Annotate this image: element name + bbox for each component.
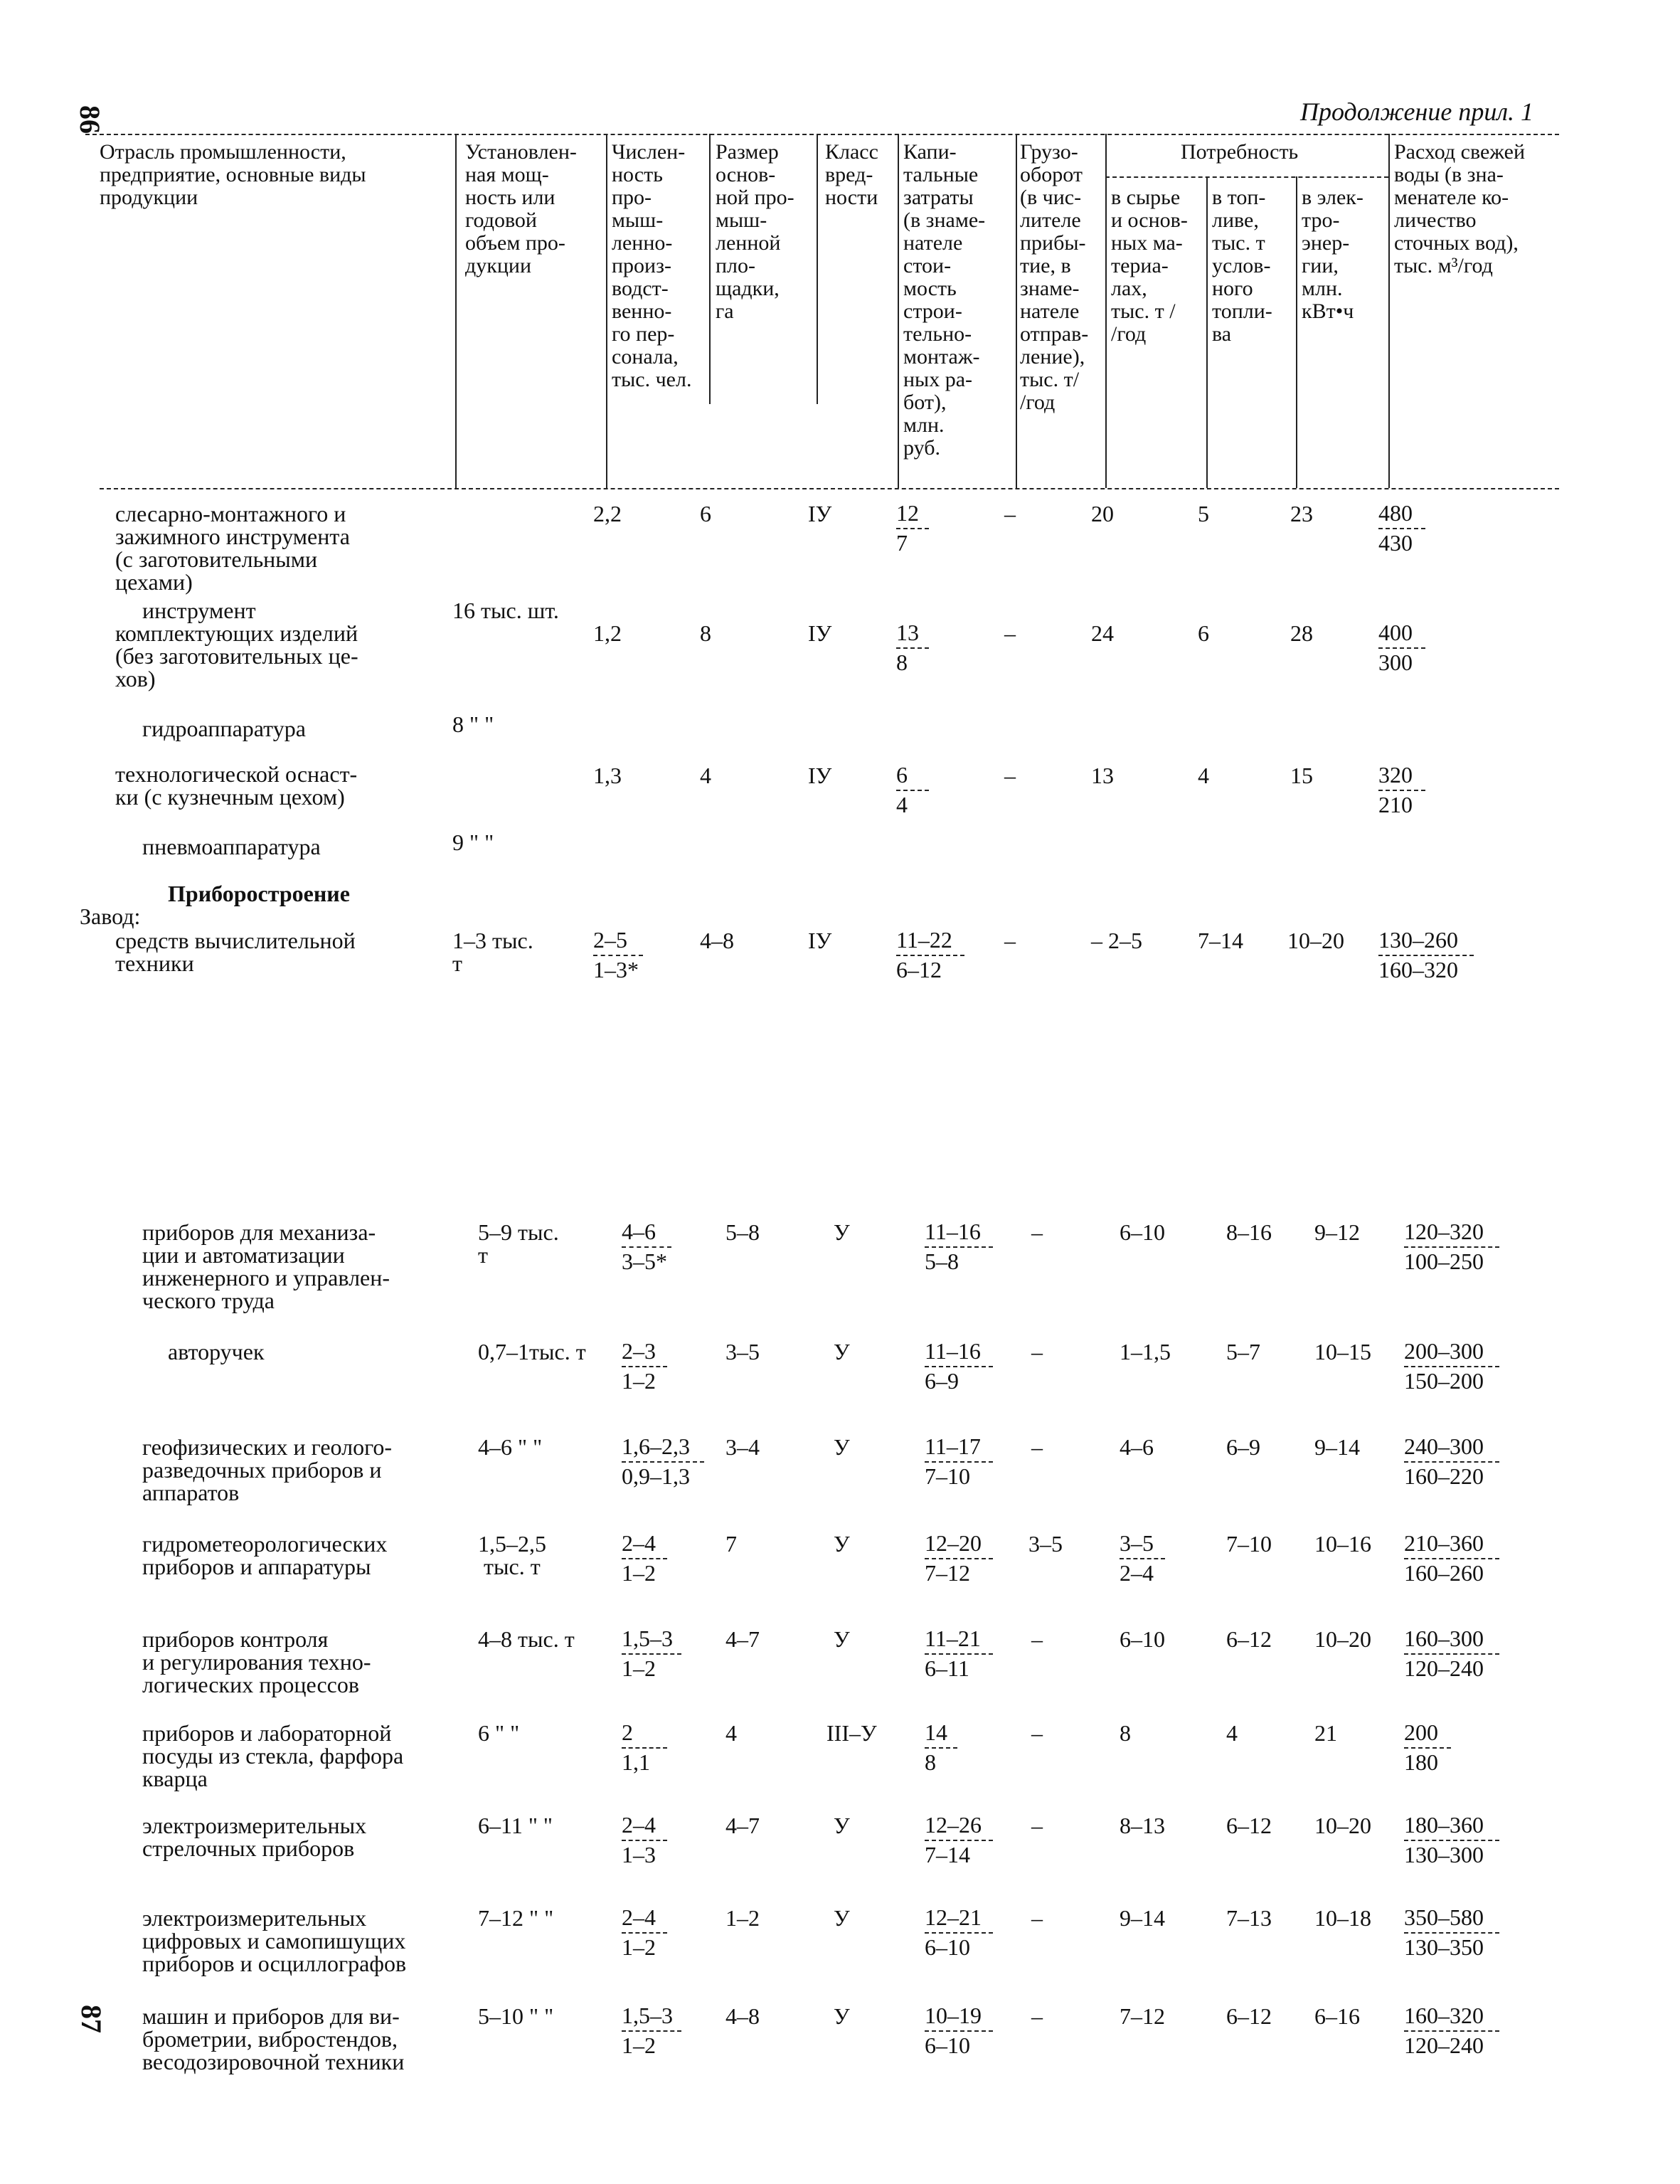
- col-sep-3: [709, 134, 711, 404]
- header-capex: Капи- тальные затраты (в знаме- нателе стои- мость строи- тельно- монтаж- ных ра- бот), млн. руб.: [903, 140, 986, 460]
- capex-num: 10–19: [925, 2003, 982, 2028]
- capacity-value: 5–9 тыс. т: [478, 1219, 559, 1268]
- staff-fraction: [622, 1720, 667, 1774]
- water-num: 180–360: [1404, 1812, 1484, 1838]
- capex-fraction: [925, 1720, 957, 1774]
- raw-value: 4–6: [1120, 1434, 1154, 1460]
- staff-num: 4–6: [622, 1219, 656, 1244]
- area-value: 3–5: [725, 1339, 760, 1364]
- capacity-value: 5–10 " ": [478, 2003, 554, 2029]
- water-den: 120–240: [1404, 2032, 1484, 2058]
- row-name: комплектующих изделий (без заготовительных це- хов): [115, 620, 358, 691]
- col-sep-7: [1105, 134, 1107, 488]
- class-value: У: [834, 1905, 850, 1931]
- area-value: 4–8: [725, 2003, 760, 2029]
- raw-value: 1–1,5: [1120, 1339, 1171, 1364]
- raw-value: 6–10: [1120, 1626, 1165, 1652]
- staff-num: 1,5–3: [622, 1626, 673, 1651]
- row-name: электроизмерительных стрелочных приборов: [142, 1813, 367, 1861]
- raw-value: 7–12: [1120, 2003, 1165, 2029]
- water-fraction: [1404, 1219, 1499, 1273]
- water-num: 160–300: [1404, 1626, 1484, 1651]
- staff-fraction: [622, 1905, 667, 1959]
- water-den: 100–250: [1404, 1249, 1484, 1274]
- water-num: 400: [1378, 620, 1413, 645]
- staff-fraction: [622, 2003, 681, 2057]
- water-fraction: [1378, 763, 1425, 817]
- capex-fraction: [925, 2003, 993, 2057]
- class-value: У: [834, 1434, 850, 1460]
- needs-subrule: [1105, 176, 1388, 178]
- capex-fraction: [925, 1531, 993, 1585]
- water-num: 200: [1404, 1719, 1438, 1745]
- fuel-value: 8–16: [1226, 1219, 1272, 1245]
- water-num: 160–320: [1404, 2003, 1484, 2028]
- elec-value: 10–18: [1314, 1905, 1371, 1931]
- row-name: машин и приборов для ви- брометрии, вибростендов, весодозировочной техники: [142, 2003, 405, 2074]
- elec-value: 28: [1290, 620, 1313, 646]
- staff-den: 1–2: [622, 1560, 656, 1586]
- capex-fraction: [925, 1434, 993, 1488]
- page-number-bottom: 87: [75, 2005, 107, 2033]
- capex-fraction: [925, 1219, 993, 1273]
- capacity-value: 1–3 тыс. т: [452, 928, 533, 976]
- cargo-value: –: [1004, 763, 1016, 788]
- staff-num: 1,6–2,3: [622, 1433, 690, 1459]
- class-value: IУ: [808, 620, 832, 646]
- staff-num: 1,5–3: [622, 2003, 673, 2028]
- cargo-value: 3–5: [1028, 1531, 1063, 1557]
- staff-den: 1–3*: [593, 957, 639, 982]
- raw-value: 6–10: [1120, 1219, 1165, 1245]
- area-value: 4: [700, 763, 711, 788]
- fuel-value: 7–14: [1198, 928, 1243, 953]
- raw-value: – 2–5: [1091, 928, 1142, 953]
- row-name: инструмент: [142, 598, 256, 623]
- header-top-rule: [85, 134, 1559, 135]
- elec-value: 10–20: [1287, 928, 1344, 953]
- capacity-value: 6 " ": [478, 1720, 520, 1746]
- staff-num: 2–4: [622, 1904, 656, 1930]
- elec-value: 21: [1314, 1720, 1337, 1746]
- staff-num: 2–5: [593, 927, 627, 953]
- area-value: 3–4: [725, 1434, 760, 1460]
- water-num: 210–360: [1404, 1530, 1484, 1556]
- raw-den: 2–4: [1120, 1560, 1154, 1586]
- raw-fraction: [1120, 1531, 1165, 1585]
- fuel-value: 7–13: [1226, 1905, 1272, 1931]
- water-den: 430: [1378, 530, 1413, 556]
- row-name: приборов контроля и регулирования техно- логических процессов: [142, 1626, 371, 1697]
- staff-den: 1–2: [622, 1368, 656, 1394]
- col-sep-2: [606, 134, 607, 488]
- area-value: 1–2: [725, 1905, 760, 1931]
- fuel-value: 4: [1198, 763, 1209, 788]
- capex-num: 12–21: [925, 1904, 982, 1930]
- row-name: приборов для механиза- ции и автоматизации инженерного и управлен- ческого труда: [142, 1219, 390, 1313]
- header-water: Расход свежей воды (в зна- менателе ко- личество сточных вод), тыс. м³/год: [1394, 140, 1525, 277]
- fuel-value: 6–9: [1226, 1434, 1260, 1460]
- water-den: 160–220: [1404, 1463, 1484, 1489]
- page-number-top: 86: [74, 105, 106, 134]
- water-fraction: [1404, 1720, 1451, 1774]
- capex-num: 12: [896, 500, 919, 526]
- capex-num: 11–21: [925, 1626, 981, 1651]
- header-raw-materials: в сырье и основ- ных ма- териа- лах, тыс. т / /год: [1111, 186, 1188, 346]
- elec-value: 9–14: [1314, 1434, 1360, 1460]
- capex-num: 11–22: [896, 927, 952, 953]
- capex-den: 6–10: [925, 1934, 970, 1960]
- cargo-value: –: [1031, 1813, 1043, 1838]
- capacity-value: 7–12 " ": [478, 1905, 554, 1931]
- area-value: 6: [700, 501, 711, 526]
- staff-fraction: [622, 1434, 704, 1488]
- row-name: гидрометеорологических приборов и аппаратуры: [142, 1531, 388, 1579]
- water-num: 130–260: [1378, 927, 1458, 953]
- area-value: 4–8: [700, 928, 734, 953]
- capex-den: 8: [896, 650, 908, 675]
- capex-fraction: [896, 501, 929, 555]
- water-den: 130–300: [1404, 1842, 1484, 1867]
- staff-den: 1,1: [622, 1749, 650, 1775]
- water-fraction: [1404, 1626, 1499, 1680]
- fuel-value: 6–12: [1226, 1813, 1272, 1838]
- header-electricity: в элек- тро- энер- гии, млн. кВт•ч: [1302, 186, 1363, 323]
- capex-den: 4: [896, 792, 908, 817]
- staff-fraction: [622, 1339, 667, 1393]
- area-value: 8: [700, 620, 711, 646]
- cargo-value: –: [1031, 1720, 1043, 1746]
- row-name: средств вычислительной техники: [115, 928, 356, 976]
- staff-fraction: [622, 1813, 667, 1867]
- cargo-value: –: [1031, 1905, 1043, 1931]
- class-value: У: [834, 1219, 850, 1245]
- capex-den: 7–12: [925, 1560, 970, 1586]
- cargo-value: –: [1031, 2003, 1043, 2029]
- capex-fraction: [925, 1813, 993, 1867]
- capex-fraction: [925, 1626, 993, 1680]
- col-sep-6: [1016, 134, 1017, 488]
- water-den: 210: [1378, 792, 1413, 817]
- water-den: 180: [1404, 1749, 1438, 1775]
- plant-label: Завод:: [80, 903, 141, 929]
- class-value: IУ: [808, 763, 832, 788]
- col-sep-4: [817, 134, 818, 404]
- fuel-value: 6–12: [1226, 1626, 1272, 1652]
- water-fraction: [1404, 1339, 1499, 1393]
- staff-value: 2,2: [593, 501, 622, 526]
- water-fraction: [1404, 1813, 1499, 1867]
- cargo-value: –: [1004, 620, 1016, 646]
- class-value: IУ: [808, 928, 832, 953]
- class-value: У: [834, 1531, 850, 1557]
- fuel-value: 5–7: [1226, 1339, 1260, 1364]
- capex-den: 6–11: [925, 1655, 969, 1681]
- capacity-value: 1,5–2,5 тыс. т: [478, 1531, 546, 1579]
- staff-num: 2–3: [622, 1338, 656, 1364]
- water-den: 160–260: [1404, 1560, 1484, 1586]
- raw-value: 24: [1091, 620, 1114, 646]
- header-cargo: Грузо- оборот (в чис- лителе прибы- тие, в знаме- нателе отправ- ление), тыс. т/ /год: [1020, 140, 1089, 414]
- cargo-value: –: [1031, 1434, 1043, 1460]
- row-name: пневмоаппаратура: [142, 834, 321, 859]
- capex-fraction: [896, 620, 929, 674]
- header-needs: Потребность: [1181, 140, 1299, 164]
- capacity-value: 4–6 " ": [478, 1434, 543, 1460]
- water-num: 240–300: [1404, 1433, 1484, 1459]
- class-value: У: [834, 1626, 850, 1652]
- capex-num: 11–17: [925, 1433, 981, 1459]
- capex-den: 7–10: [925, 1463, 970, 1489]
- water-num: 120–320: [1404, 1219, 1484, 1244]
- capacity-value: 4–8 тыс. т: [478, 1626, 575, 1652]
- capacity-value: 8 " ": [452, 711, 494, 737]
- row-name: гидроаппаратура: [142, 716, 306, 741]
- elec-value: 10–20: [1314, 1626, 1371, 1652]
- water-den: 120–240: [1404, 1655, 1484, 1681]
- area-value: 4: [725, 1720, 737, 1746]
- staff-den: 1–3: [622, 1842, 656, 1867]
- water-den: 160–320: [1378, 957, 1458, 982]
- staff-num: 2–4: [622, 1530, 656, 1556]
- fuel-value: 7–10: [1226, 1531, 1272, 1557]
- col-sep-10: [1388, 134, 1390, 488]
- capex-fraction: [896, 763, 929, 817]
- water-den: 300: [1378, 650, 1413, 675]
- cargo-value: –: [1004, 928, 1016, 953]
- capex-num: 14: [925, 1719, 947, 1745]
- water-fraction: [1404, 1531, 1499, 1585]
- row-name: геофизических и геолого- разведочных приборов и аппаратов: [142, 1434, 393, 1505]
- raw-value: 8: [1120, 1720, 1131, 1746]
- elec-value: 10–16: [1314, 1531, 1371, 1557]
- staff-num: 2: [622, 1719, 633, 1745]
- capacity-value: 0,7–1тыс. т: [478, 1339, 586, 1364]
- capex-fraction: [925, 1905, 993, 1959]
- elec-value: 10–20: [1314, 1813, 1371, 1838]
- row-name: приборов и лабораторной посуды из стекла, фарфора кварца: [142, 1720, 404, 1791]
- capacity-value: 9 " ": [452, 829, 494, 855]
- capex-den: 6–9: [925, 1368, 959, 1394]
- col-sep-9: [1296, 176, 1297, 488]
- header-staff: Числен- ность про- мыш- ленно- произ- водст- венно- го пер- сонала, тыс. чел.: [612, 140, 692, 391]
- water-num: 480: [1378, 500, 1413, 526]
- section-title: Приборостроение: [168, 881, 350, 906]
- water-den: 130–350: [1404, 1934, 1484, 1960]
- water-den: 150–200: [1404, 1368, 1484, 1394]
- class-value: IУ: [808, 501, 832, 526]
- water-num: 350–580: [1404, 1904, 1484, 1930]
- capacity-value: 6–11 " ": [478, 1813, 553, 1838]
- continuation-label: Продолжение прил. 1: [1300, 97, 1534, 126]
- staff-fraction: [622, 1219, 671, 1273]
- elec-value: 15: [1290, 763, 1313, 788]
- header-area: Размер основ- ной про- мыш- ленной пло- щадки, га: [716, 140, 794, 323]
- water-num: 320: [1378, 762, 1413, 788]
- cargo-value: –: [1031, 1626, 1043, 1652]
- elec-value: 23: [1290, 501, 1313, 526]
- cargo-value: –: [1031, 1339, 1043, 1364]
- capex-num: 11–16: [925, 1219, 981, 1244]
- water-num: 200–300: [1404, 1338, 1484, 1364]
- raw-value: 8–13: [1120, 1813, 1165, 1838]
- class-value: У: [834, 1339, 850, 1364]
- class-value: У: [834, 2003, 850, 2029]
- col-sep-5: [898, 134, 899, 488]
- water-fraction: [1404, 1905, 1499, 1959]
- staff-fraction: [622, 1531, 667, 1585]
- row-name: слесарно-монтажного и зажимного инструмента (с заготовительными цехами): [115, 501, 350, 595]
- staff-fraction: [593, 928, 643, 982]
- water-fraction: [1378, 620, 1425, 674]
- staff-num: 2–4: [622, 1812, 656, 1838]
- staff-value: 1,2: [593, 620, 622, 646]
- elec-value: 10–15: [1314, 1339, 1371, 1364]
- staff-den: 0,9–1,3: [622, 1463, 690, 1489]
- class-value: III–У: [826, 1720, 877, 1746]
- fuel-value: 4: [1226, 1720, 1238, 1746]
- capex-num: 13: [896, 620, 919, 645]
- capex-num: 12–20: [925, 1530, 982, 1556]
- water-fraction: [1378, 928, 1474, 982]
- row-name: электроизмерительных цифровых и самопишущих приборов и осциллографов: [142, 1905, 407, 1976]
- staff-fraction: [622, 1626, 681, 1680]
- capex-den: 6–12: [896, 957, 942, 982]
- fuel-value: 6–12: [1226, 2003, 1272, 2029]
- capex-fraction: [925, 1339, 993, 1393]
- elec-value: 9–12: [1314, 1219, 1360, 1245]
- raw-value: 9–14: [1120, 1905, 1165, 1931]
- class-value: У: [834, 1813, 850, 1838]
- capex-num: 12–26: [925, 1812, 982, 1838]
- area-value: 5–8: [725, 1219, 760, 1245]
- capacity-value: 16 тыс. шт.: [452, 598, 559, 623]
- header-fuel: в топ- ливе, тыс. т услов- ного топли- ва: [1212, 186, 1272, 346]
- header-hazard-class: Класс вред- ности: [825, 140, 878, 209]
- col-sep-1: [455, 134, 457, 488]
- staff-den: 1–2: [622, 2032, 656, 2058]
- raw-num: 3–5: [1120, 1530, 1154, 1556]
- header-bottom-rule: [100, 488, 1559, 489]
- header-industry: Отрасль промышленности, предприятие, основные виды продукции: [100, 140, 366, 209]
- area-value: 4–7: [725, 1626, 760, 1652]
- capex-num: 11–16: [925, 1338, 981, 1364]
- water-fraction: [1378, 501, 1425, 555]
- row-name: технологической оснаст- ки (с кузнечным цехом): [115, 761, 358, 810]
- area-value: 7: [725, 1531, 737, 1557]
- capex-den: 5–8: [925, 1249, 959, 1274]
- capex-den: 7–14: [925, 1842, 970, 1867]
- elec-value: 6–16: [1314, 2003, 1360, 2029]
- capex-den: 7: [896, 530, 908, 556]
- col-sep-8: [1206, 176, 1208, 488]
- raw-value: 13: [1091, 763, 1114, 788]
- area-value: 4–7: [725, 1813, 760, 1838]
- water-fraction: [1404, 2003, 1499, 2057]
- capex-fraction: [896, 928, 964, 982]
- cargo-value: –: [1031, 1219, 1043, 1245]
- fuel-value: 5: [1198, 501, 1209, 526]
- header-capacity: Установлен- ная мощ- ность или годовой объем про- дукции: [465, 140, 577, 277]
- raw-value: 20: [1091, 501, 1114, 526]
- cargo-value: –: [1004, 501, 1016, 526]
- staff-den: 3–5*: [622, 1249, 667, 1274]
- water-fraction: [1404, 1434, 1499, 1488]
- row-name: авторучек: [168, 1339, 265, 1364]
- capex-num: 6: [896, 762, 908, 788]
- capex-den: 8: [925, 1749, 936, 1775]
- staff-den: 1–2: [622, 1934, 656, 1960]
- staff-value: 1,3: [593, 763, 622, 788]
- staff-den: 1–2: [622, 1655, 656, 1681]
- fuel-value: 6: [1198, 620, 1209, 646]
- capex-den: 6–10: [925, 2032, 970, 2058]
